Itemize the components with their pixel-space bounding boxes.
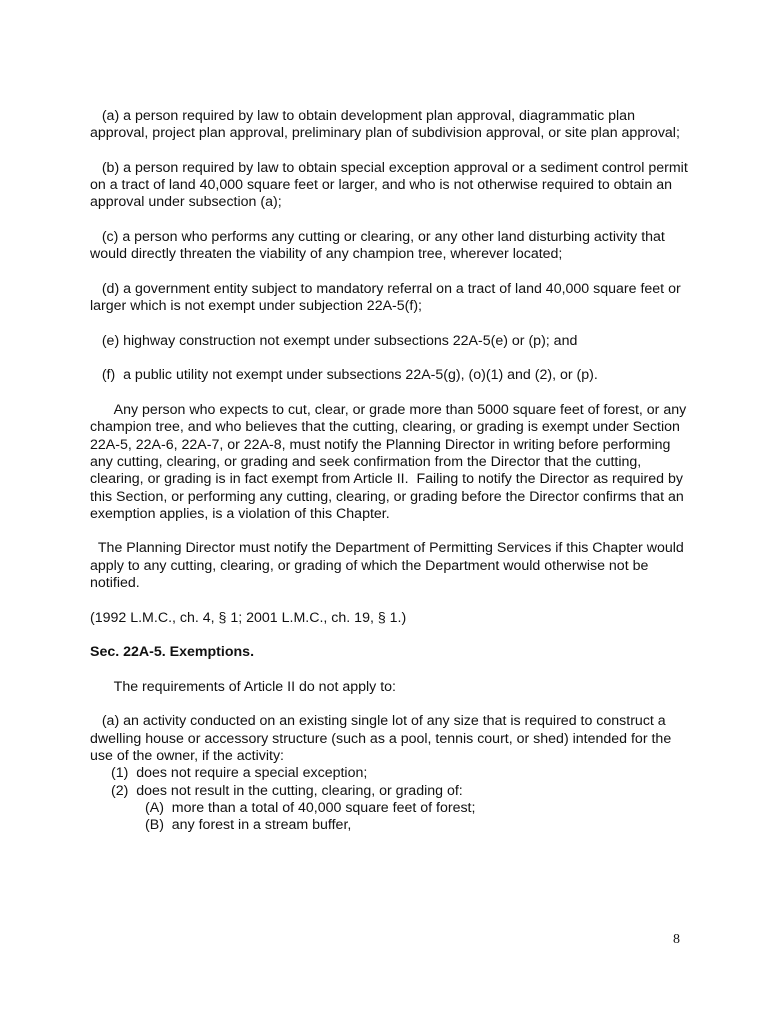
- notification-paragraph: Any person who expects to cut, clear, or grade more than 5000 square feet of forest, or any champion tree, and who believes that the cutting, clearing, or grading is exempt under Section 22A-5, 22A-6, 22A-7, or 22A-8, must notify the Planning Director in writing before performing any cutting, clearing, or grading and seek confirmation from the Director that the cutting, clearing, or grading is in fact exempt from Article II. Failing to notify the Director as required by this Section, or performing any cutting, clearing, or grading before the Director confirms that an exemption applies, is a violation of this Chapter.: [90, 402, 691, 522]
- list-item-1: (1) does not require a special exception;: [111, 765, 368, 782]
- list-item-A: (A) more than a total of 40,000 square feet of forest;: [145, 799, 476, 816]
- exemption-a: (a) an activity conducted on an existing single lot of any size that is required to construct a dwelling house or accessory structure (such as a pool, tennis court, or shed) intended for the use of the owner, if the activity:: [90, 713, 676, 764]
- paragraph-d: (d) a government entity subject to mandatory referral on a tract of land 40,000 square feet or larger which is not exempt under subjection 22A-5(f);: [90, 280, 685, 315]
- list-item-B: (B) any forest in a stream buffer,: [145, 817, 352, 834]
- list-item-2: (2) does not result in the cutting, clearing, or grading of:: [111, 782, 463, 799]
- page-number: 8: [673, 932, 680, 947]
- paragraph-f: (f) a public utility not exempt under subsections 22A-5(g), (o)(1) and (2), or (p).: [90, 367, 598, 384]
- exemptions-intro: The requirements of Article II do not apply to:: [90, 678, 396, 695]
- paragraph-e: (e) highway construction not exempt under subsections 22A-5(e) or (p); and: [90, 332, 578, 349]
- legislative-history: (1992 L.M.C., ch. 4, § 1; 2001 L.M.C., ch. 19, § 1.): [90, 609, 407, 626]
- permitting-paragraph: The Planning Director must notify the Department of Permitting Services if this Chapter would apply to any cutting, clearing, or grading of which the Department would otherwise not be notified.: [90, 540, 688, 592]
- section-heading: Sec. 22A-5. Exemptions.: [90, 644, 255, 661]
- document-body: [90, 108, 690, 834]
- paragraph-b: (b) a person required by law to obtain special exception approval or a sediment control permit on a tract of land 40,000 square feet or larger, and who is not otherwise required to obtain an approval under subsection (a);: [90, 159, 692, 211]
- paragraph-c: (c) a person who performs any cutting or clearing, or any other land disturbing activity that would directly threaten the viability of any champion tree, wherever located;: [90, 229, 669, 263]
- paragraph-a: (a) a person required by law to obtain development plan approval, diagrammatic plan approval, project plan approval, preliminary plan of subdivision approval, or site plan approval;: [90, 108, 680, 142]
